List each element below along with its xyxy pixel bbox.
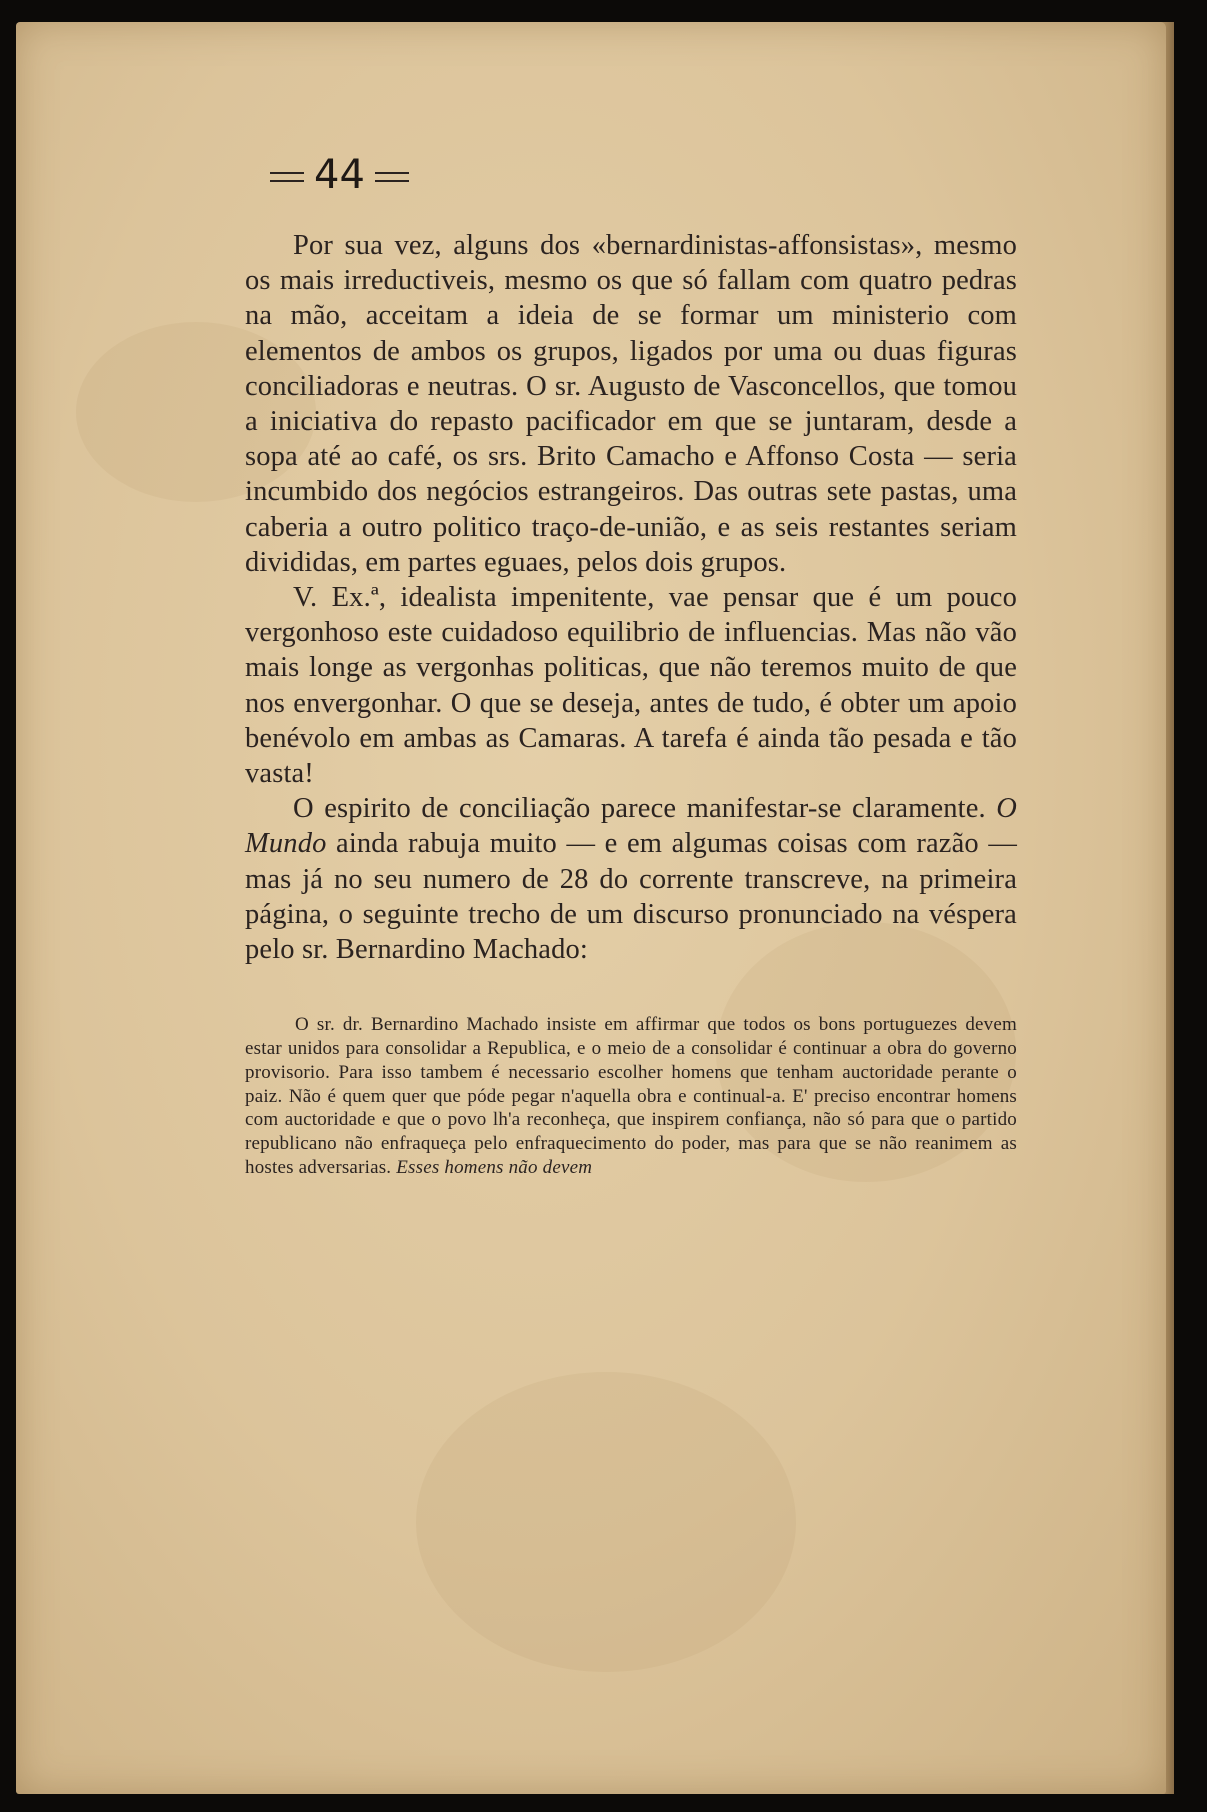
paragraph-text: ainda rabuja muito — e em algumas coisas com razão — mas já no seu numero de 28 do corrente transcreve, na primeira página, o seguinte trecho de um discurso pronunciado na véspera pelo sr. Bernardino Machado: bbox=[245, 828, 1017, 966]
quote-italic-text: Esses homens não devem bbox=[396, 1157, 593, 1179]
paragraph-text: O espirito de conciliação parece manifestar-se claramente. bbox=[293, 793, 997, 825]
folio-dash-right bbox=[375, 172, 409, 182]
page-number bbox=[260, 152, 1017, 198]
newspaper-title: O Mundo bbox=[245, 793, 1017, 860]
paragraph-text: Por sua vez, alguns dos «bernardinistas-affonsistas», mesmo os mais irreductiveis, mesmo os que só fallam com quatro pedras na mão, acceitam a ideia de se formar um ministerio com elementos de ambos os grupos, ligados por uma ou duas figuras conciliadoras e neutras. O sr. Augusto de Vasconcellos, que tomou a iniciativa do repasto pacificador em que se juntaram, desde a sopa até ao café, os srs. Brito Camacho e Affonso Costa — seria incumbido dos negócios estrangeiros. Das outras sete pastas, uma caberia a outro politico traço-de-união, e as seis restantes seriam divididas, em partes eguaes, pelos dois grupos. bbox=[245, 230, 1017, 578]
paragraph bbox=[245, 580, 1017, 791]
folio-dash-left bbox=[270, 172, 304, 182]
paragraph-text: V. Ex.ª, idealista impenitente, vae pensar que é um pouco vergonhoso este cuidadoso equilibrio de influencias. Mas não vão mais longe as vergonhas politicas, que não teremos muito de que nos envergonhar. O que se deseja, antes de tudo, é obter um apoio benévolo em ambas as Camaras. A tarefa é ainda tão pesada e tão vasta! bbox=[245, 582, 1017, 790]
page-number-text: 44 bbox=[314, 152, 365, 198]
quote-text: O sr. dr. Bernardino Machado insiste em affirmar que todos os bons portuguezes devem estar unidos para consolidar a Republica, e o meio de a consolidar é continuar a obra do governo provisorio. Para isso tambem é necessario escolher homens que tenham auctoridade perante o paiz. Não é quem quer que póde pegar n'aquella obra e continual-a. E' preciso encontrar homens com auctoridade e que o povo lh'a reconheça, que inspirem confiança, não só para que o partido republicano não enfraqueça pelo enfraquecimento do poder, mas para que se não reanimem as hostes adversarias. bbox=[245, 1014, 1017, 1179]
paper-stain bbox=[416, 1372, 796, 1672]
quote-paragraph bbox=[245, 1013, 1017, 1180]
paragraph bbox=[245, 228, 1017, 580]
block-quote bbox=[245, 1013, 1017, 1180]
page-content bbox=[245, 152, 1017, 1180]
body-text bbox=[245, 228, 1017, 967]
paragraph bbox=[245, 791, 1017, 967]
